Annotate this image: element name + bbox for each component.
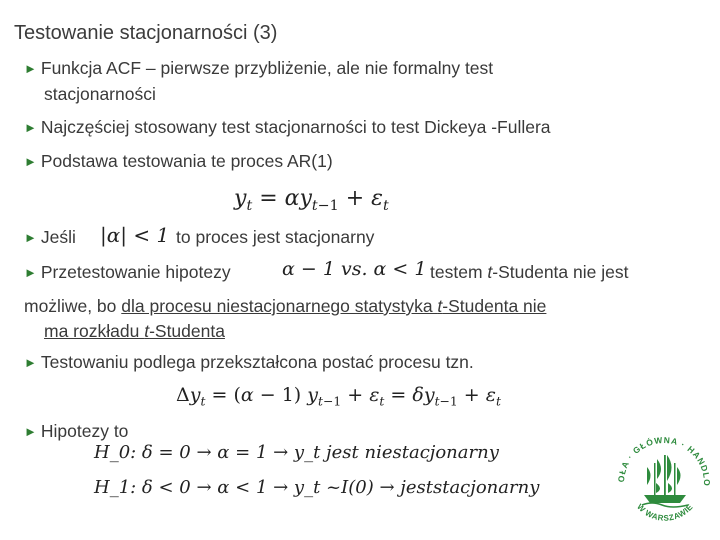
bullet-triangle-icon: ► xyxy=(24,61,37,76)
text-part: t xyxy=(437,296,443,316)
bullet-text: Testowaniu podlega przekształcona postać procesu tzn. xyxy=(40,352,474,372)
text-part: t xyxy=(487,262,493,282)
bullet-hypotheses xyxy=(24,421,128,442)
bullet-dickey-fuller xyxy=(24,117,551,138)
bullet-hypothesis-cont2 xyxy=(44,321,225,342)
bullet-hypothesis xyxy=(24,262,231,283)
bullet-condition xyxy=(24,227,76,248)
text-part: -Studenta nie jest xyxy=(492,262,629,282)
bullet-triangle-icon: ► xyxy=(24,154,37,169)
text-part: testem xyxy=(430,262,488,282)
ship-icon xyxy=(642,455,688,507)
formula-h1: H_1: δ < 0 → α < 1 → y_t ~I(0) → jeststacjonarny xyxy=(94,477,540,498)
bullet-triangle-icon: ► xyxy=(24,355,37,370)
text-part: t xyxy=(144,321,150,341)
logo-text-top: OŁA · GŁÓWNA · HANDLO xyxy=(615,434,713,487)
bullet-triangle-icon: ► xyxy=(24,424,37,439)
bullet-text: Hipotezy to xyxy=(40,421,129,441)
bullet-text: Podstawa testowania te proces AR(1) xyxy=(40,151,333,171)
bullet-triangle-icon: ► xyxy=(24,230,37,245)
logo-text-bottom: W WARSZAWIE xyxy=(635,502,695,523)
bullet-triangle-icon: ► xyxy=(24,120,37,135)
text-part: ma rozkładu xyxy=(44,321,145,341)
svg-text:SZKOŁA · GŁÓWNA · HANDLOWA xyxy=(612,425,712,487)
bullet-text: Najczęściej stosowany test stacjonarności to test Dickeya -Fullera xyxy=(40,117,551,137)
slide-title: Testowanie stacjonarności (3) xyxy=(14,22,278,44)
bullet-hypothesis-cont1 xyxy=(24,296,546,317)
sgh-logo xyxy=(612,425,717,535)
bullet-condition-end: to proces jest stacjonarny xyxy=(176,227,375,247)
formula-hypothesis: α − 1 vs. α < 1 xyxy=(282,258,427,280)
bullet-acf xyxy=(24,58,493,79)
formula-ar1: $y_t = \alpha y_{t-1} + \varepsilon_t$ xyxy=(234,186,389,214)
bullet-ar1 xyxy=(24,151,333,172)
text-part: możliwe, bo xyxy=(24,296,122,316)
formula-h0: H_0: δ = 0 → α = 1 → y_t jest niestacjonarny xyxy=(94,442,499,463)
text-part: dla procesu niestacjonarnego statystyka xyxy=(121,296,438,316)
formula-transformed: $\Delta y_t = (\alpha - 1) y_{t-1} + \varepsilon_t = \delta y_{t-1} + \varepsilon_t$ xyxy=(176,384,501,409)
sgh-seal-icon xyxy=(612,425,717,535)
bullet-triangle-icon: ► xyxy=(24,265,37,280)
text-part: -Studenta xyxy=(149,321,225,341)
bullet-hypothesis-end xyxy=(430,262,628,283)
bullet-transformed xyxy=(24,352,474,373)
text-part: -Studenta nie xyxy=(442,296,547,316)
bullet-text: Funkcja ACF – pierwsze przybliżenie, ale nie formalny test xyxy=(40,58,494,78)
formula-condition: |α| < 1 xyxy=(100,223,170,247)
bullet-acf-cont: stacjonarności xyxy=(44,84,156,104)
bullet-text: Jeśli xyxy=(40,227,76,247)
bullet-text: Przetestowanie hipotezy xyxy=(40,262,231,282)
